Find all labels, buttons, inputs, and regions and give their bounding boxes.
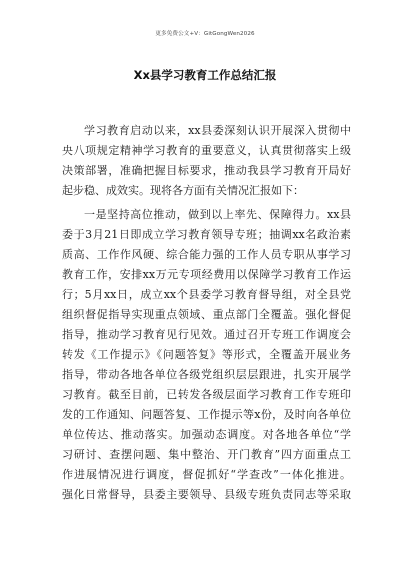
text-line: 起步稳、成效实。现将各方面有关情况汇报如下：	[62, 184, 304, 197]
text-line: 质高、工作作风硬、综合能力强的工作人员专职从事学习	[62, 248, 351, 261]
text-line: 教育工作，安排xx万元专项经费用以保障学习教育工作运	[62, 268, 351, 281]
header-note: 更多免费公文+V：GitGongWen2026	[155, 31, 255, 37]
text-line: 央八项规定精神学习教育的重要意义，认真贯彻落实上级	[62, 144, 351, 157]
text-line: 一是坚持高位推动，做到以上率先、保障得力。xx县	[84, 208, 351, 221]
document-title: Xx县学习教育工作总结汇报	[133, 68, 277, 82]
text-line: 习研讨、查摆问题、集中整治、开门教育”四方面重点工	[62, 448, 351, 461]
text-line: 转发《工作提示》《问题答复》等形式，全覆盖开展业务	[62, 348, 351, 361]
text-line: 指导，带动各地各单位各级党组织层层跟进，扎实开展学	[62, 368, 351, 381]
text-line: 习教育。截至目前，已转发各级层面学习教育工作专班印	[62, 388, 351, 401]
text-line: 强化日常督导，县委主要领导、县级专班负责同志等采取	[62, 488, 351, 501]
text-line: 决策部署，准确把握目标要求，推动我县学习教育开局好	[62, 164, 351, 177]
text-line: 作进展情况进行调度，督促抓好“学查改”一体化推进。	[62, 468, 351, 481]
text-line: 组织督促指导实现重点领域、重点部门全覆盖。强化督促	[62, 308, 351, 321]
text-line: 学习教育启动以来，xx县委深刻认识开展深入贯彻中	[84, 124, 351, 137]
text-line: 行；5月xx日，成立xx个县委学习教育督导组，对全县党	[62, 288, 351, 301]
text-line: 发的工作通知、问题答复、工作提示等x份，及时向各单位	[62, 408, 351, 421]
text-line: 委于3月21日即成立学习教育领导专班；抽调xx名政治素	[62, 228, 351, 241]
text-line: 单位传达、推动落实。加强动态调度。对各地各单位“学	[62, 428, 351, 441]
text-line: 指导，推动学习教育见行见效。通过召开专班工作调度会	[62, 328, 351, 341]
